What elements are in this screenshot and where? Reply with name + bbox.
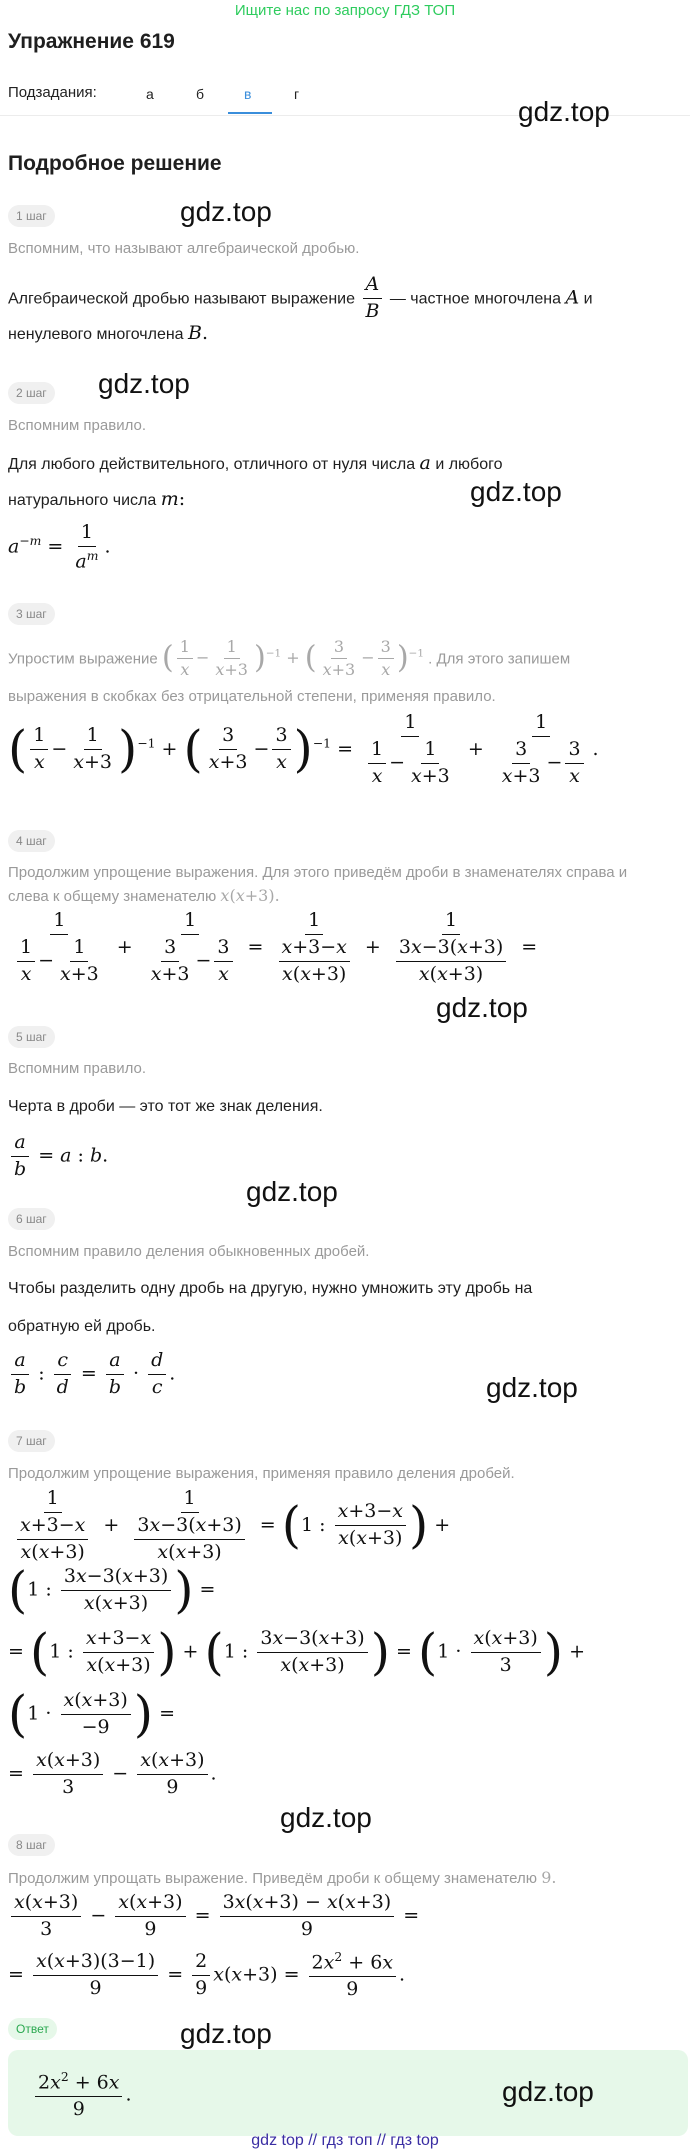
formula-step7-line5: = $\frac{x(x+3)}{3}$ − $\frac{x(x+3)}{9}$ . xyxy=(8,1749,217,1798)
text-fragment: . Для этого запишем xyxy=(428,650,571,668)
step-hint: выражения в скобках без отрицательной степени, применяя правило. xyxy=(8,688,496,705)
math-var: B. xyxy=(188,322,209,344)
step-hint: Продолжим упрощение выражения, применяя правило деления дробей. xyxy=(8,1465,515,1482)
formula-step7-line2: (1 : $\frac{3x-3(x+3)}{x(x+3)}$ ) = xyxy=(8,1561,216,1619)
text-fragment: — частное многочлена xyxy=(389,290,562,308)
tab-a[interactable]: а xyxy=(146,86,154,102)
step-text xyxy=(8,482,185,518)
formula-step7-line4: (1 · $\frac{x(x+3)}{-9}$ ) = xyxy=(8,1685,176,1743)
text-fragment: слева к общему знаменателю xyxy=(8,888,217,905)
step-hint: Вспомним правило деления обыкновенных дробей. xyxy=(8,1243,370,1260)
answer-badge: Ответ xyxy=(8,2018,57,2040)
subtasks-label: Подзадания: xyxy=(8,84,97,101)
text-fragment: натурального числа xyxy=(8,492,157,509)
math-var: a xyxy=(419,452,431,474)
math-expression: x(x+3). xyxy=(220,886,280,905)
tab-active-indicator xyxy=(228,112,272,114)
step-badge: 1 шаг xyxy=(8,205,55,227)
watermark: gdz.top xyxy=(180,2018,272,2049)
formula-step8-line2: = $\frac{x(x+3)(3-1)}{9}$ = $\frac{2}{9}$ x(x+3) = $\frac{2x^2 + 6x}{9}$ . xyxy=(8,1950,406,2001)
step-hint xyxy=(8,638,570,680)
step-badge: 8 шаг xyxy=(8,1834,55,1856)
watermark: gdz.top xyxy=(486,1372,578,1403)
watermark: gdz.top xyxy=(436,992,528,1023)
step-badge: 5 шаг xyxy=(8,1026,55,1048)
math-expression: ( $\frac{1}{x}$ − $\frac{1}{x+3}$ )$^{-1}$ + ( $\frac{3}{x+3}$ − $\frac{3}{x}$ )$^{-1}$ xyxy=(161,637,424,680)
text-fragment: и любого xyxy=(435,456,503,473)
step-badge: 6 шаг xyxy=(8,1208,55,1230)
tab-v[interactable]: в xyxy=(244,86,252,102)
text-fragment: и xyxy=(583,290,593,308)
step-text xyxy=(8,446,503,482)
step-badge: 3 шаг xyxy=(8,603,55,625)
formula-step8-line1: $\frac{x(x+3)}{3}$ − $\frac{x(x+3)}{9}$ = $\frac{3x(x+3) - x(x+3)}{9}$ = xyxy=(8,1892,419,1941)
step-hint: Вспомним правило. xyxy=(8,417,147,434)
step-hint xyxy=(8,1868,556,1887)
text-fragment: Продолжим упрощать выражение. Приведём дроби к общему знаменателю xyxy=(8,1870,538,1887)
watermark: gdz.top xyxy=(180,196,272,227)
text-fragment: Упростим выражение xyxy=(8,650,158,668)
formula-step7-line3: = (1 : $\frac{x+3-x}{x(x+3)}$ ) + (1 : $\frac{3x-3(x+3)}{x(x+3)}$ ) = (1 · $\frac{x(x+3)}{3}$ ) + xyxy=(8,1623,586,1681)
tab-g[interactable]: г xyxy=(294,86,300,102)
step-hint: Вспомним, что называют алгебраической дробью. xyxy=(8,240,360,257)
step-badge: 2 шаг xyxy=(8,382,55,404)
solution-title: Подробное решение xyxy=(8,152,222,175)
step-hint: Продолжим упрощение выражения. Для этого приведём дроби в знаменателях справа и xyxy=(8,864,628,881)
step-text: Черта в дроби — это тот же знак деления. xyxy=(8,1098,323,1115)
step-text xyxy=(8,316,208,352)
page-title: Упражнение 619 xyxy=(8,30,175,53)
tab-b[interactable]: б xyxy=(196,86,205,102)
footer-links[interactable]: gdz top // гдз топ // гдз top xyxy=(251,2132,439,2149)
formula-step3: ( $\frac{1}{x}$ − $\frac{1}{x+3}$ )$^{-1}$ + ( $\frac{3}{x+3}$ − $\frac{3}{x}$ )$^{-1}$ = 1 $\frac{1}{x}$ − $\frac{1}{x+3}$ + 1 $\frac{3}{x+3}$ − $\frac{3}{x}$ . xyxy=(8,711,599,787)
step-hint xyxy=(8,886,280,905)
step-badge: 4 шаг xyxy=(8,830,55,852)
formula-fraction-division: $\frac{a}{b}$ : $\frac{c}{d}$ = $\frac{a}{b}$ · $\frac{d}{c}$ . xyxy=(8,1350,175,1399)
math-var: A xyxy=(565,286,580,309)
formula-division: $\frac{a}{b}$ = a : b. xyxy=(8,1132,108,1181)
formula-step7-line1: $\frac{1}{\frac{x+3-x}{x(x+3)}}$ + $\frac{1}{\frac{3x-3(x+3)}{x(x+3)}}$ = (1 : $\frac{x+3-x}{x(x+3)}$ ) + xyxy=(8,1488,450,1564)
step-text: обратную ей дробь. xyxy=(8,1318,156,1335)
watermark: gdz.top xyxy=(98,368,190,399)
step-text: Чтобы разделить одну дробь на другую, нужно умножить эту дробь на xyxy=(8,1280,533,1297)
math-fraction: $\frac{A}{B}$ xyxy=(359,286,385,308)
formula-negative-power: $a^{-m}$ = $\frac{1}{a^m}$ . xyxy=(8,521,111,573)
watermark: gdz.top xyxy=(502,2076,594,2107)
watermark: gdz.top xyxy=(470,476,562,507)
math-expression: 9. xyxy=(541,1868,557,1887)
text-fragment: ненулевого многочлена xyxy=(8,326,184,343)
watermark: gdz.top xyxy=(280,1802,372,1833)
text-fragment: Алгебраической дробью называют выражение xyxy=(8,290,355,308)
step-badge: 7 шаг xyxy=(8,1430,55,1452)
formula-step4: 1 $\frac{1}{x}$ − $\frac{1}{x+3}$ + 1 $\frac{3}{x+3}$ − $\frac{3}{x}$ = $\frac{1}{\frac{x+3-x}{x(x+3)}}$ + $\frac{1}{\frac{3x-3(x+3)}{x(x+3)}}$ = xyxy=(8,910,537,986)
answer-formula: $\frac{2x^2 + 6x}{9}$ . xyxy=(32,2070,132,2121)
watermark: gdz.top xyxy=(246,1176,338,1207)
text-fragment: Для любого действительного, отличного от нуля числа xyxy=(8,456,416,473)
math-var: m: xyxy=(160,488,186,510)
promo-banner[interactable]: Ищите нас по запросу ГДЗ ТОП xyxy=(234,2,456,19)
step-hint: Вспомним правило. xyxy=(8,1060,147,1077)
watermark: gdz.top xyxy=(518,96,610,127)
